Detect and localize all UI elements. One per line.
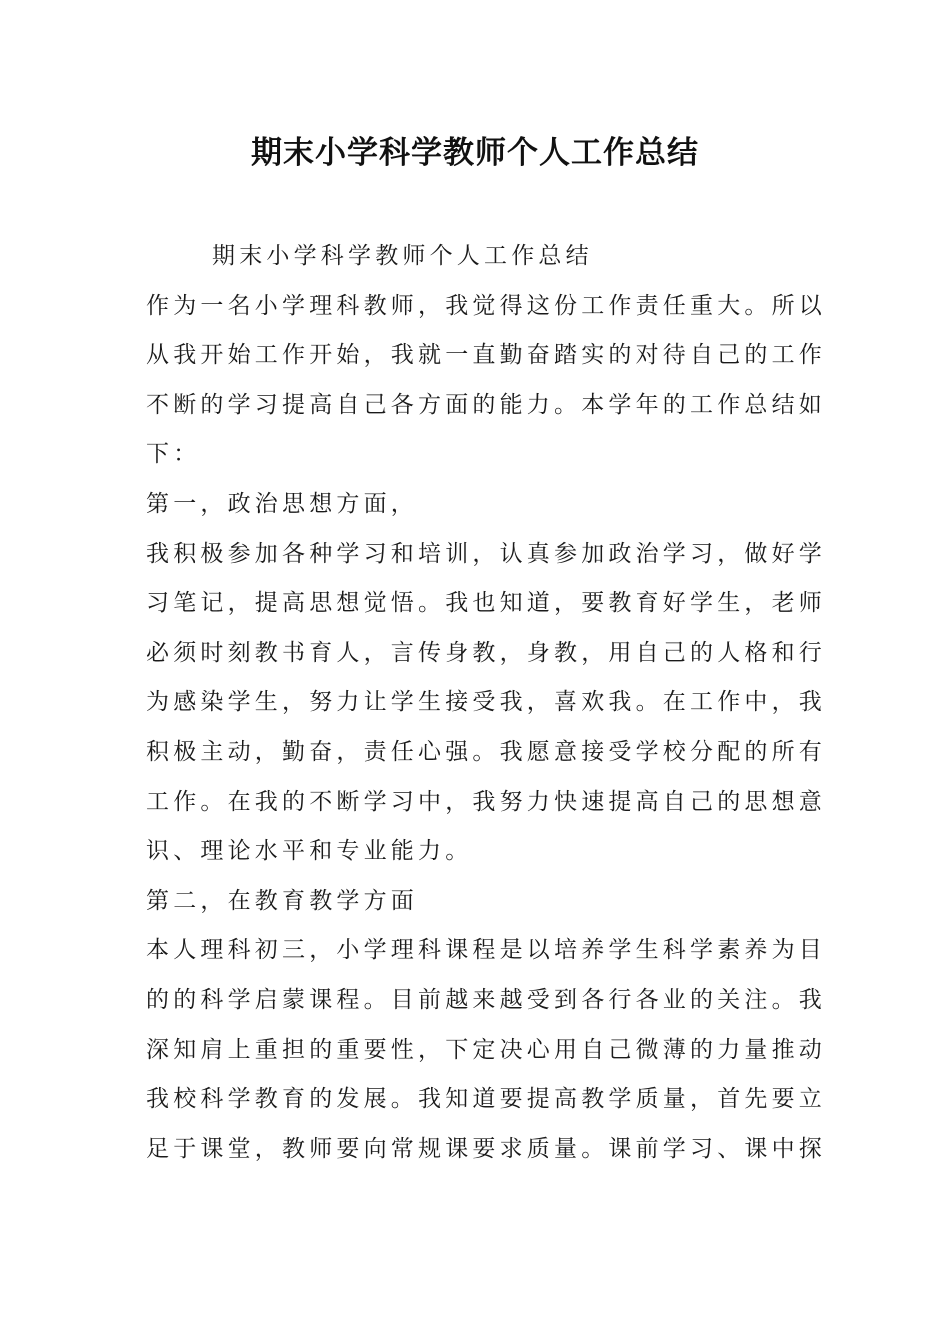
paragraph-line: 我校科学教育的发展。我知道要提高教学质量，首先要立 xyxy=(146,1086,826,1113)
paragraph-line: 从我开始工作开始，我就一直勤奋踏实的对待自己的工作 xyxy=(146,342,826,369)
section-heading: 第一，政治思想方面， xyxy=(146,490,418,517)
paragraph-line: 本人理科初三，小学理科课程是以培养学生科学素养为目 xyxy=(146,937,826,964)
paragraph-line: 我积极参加各种学习和培训，认真参加政治学习，做好学 xyxy=(146,540,826,567)
paragraph-line: 深知肩上重担的重要性，下定决心用自己微薄的力量推动 xyxy=(146,1036,826,1063)
paragraph-line: 为感染学生，努力让学生接受我，喜欢我。在工作中，我 xyxy=(146,689,826,716)
paragraph-line: 工作。在我的不断学习中，我努力快速提高自己的思想意 xyxy=(146,788,826,815)
paragraph-line: 习笔记，提高思想觉悟。我也知道，要教育好学生，老师 xyxy=(146,590,826,617)
paragraph-line: 积极主动，勤奋，责任心强。我愿意接受学校分配的所有 xyxy=(146,738,826,765)
document-title: 期末小学科学教师个人工作总结 xyxy=(251,135,699,171)
paragraph-line: 识、理论水平和专业能力。 xyxy=(146,838,473,865)
paragraph-line: 足于课堂，教师要向常规课要求质量。课前学习、课中探 xyxy=(146,1135,826,1162)
section-heading: 第二，在教育教学方面 xyxy=(146,887,418,914)
paragraph-line: 下： xyxy=(146,441,201,468)
document-body xyxy=(146,232,826,1174)
subtitle-line: 期末小学科学教师个人工作总结 xyxy=(212,243,593,269)
paragraph-line: 必须时刻教书育人，言传身教，身教，用自己的人格和行 xyxy=(146,639,826,666)
paragraph-line: 的的科学启蒙课程。目前越来越受到各行各业的关注。我 xyxy=(146,986,826,1013)
paragraph-line: 作为一名小学理科教师，我觉得这份工作责任重大。所以 xyxy=(146,292,826,319)
paragraph-line: 不断的学习提高自己各方面的能力。本学年的工作总结如 xyxy=(146,391,826,418)
